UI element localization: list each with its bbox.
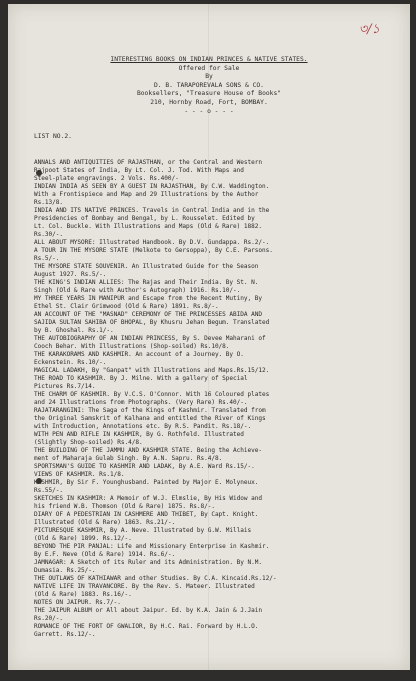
list-line: and 24 Illustrations from Photographs. (Very Rare) Rs.40/-. xyxy=(34,399,248,406)
list-line: August 1927. Rs.5/-. xyxy=(34,271,107,278)
list-line: BEYOND THE PIR PANJAL: Life and Missionary Enterprise in Kashmir. xyxy=(34,543,270,550)
catalogue-header xyxy=(8,56,410,116)
publisher-name: D. B. TARAPOREVALA SONS & CO. xyxy=(154,81,264,89)
handwritten-margin-mark: ৩/১ xyxy=(358,22,380,37)
list-line: THE KING'S INDIAN ALLIES: The Rajas and Their India. By St. N. xyxy=(34,279,259,286)
list-line: ANNALS AND ANTIQUITIES OF RAJASTHAN, or the Central and Western xyxy=(34,159,262,166)
list-line: Lt. Col. Buckle. With Illustrations and Maps (Old & Rare) 1882. xyxy=(34,223,262,230)
list-line: THE BUILDING OF THE JAMMU AND KASHMIR STATE. Being the Achieve- xyxy=(34,447,262,454)
catalogue-page xyxy=(8,4,410,670)
list-line: Dumasia. Rs.25/-. xyxy=(34,567,96,574)
offered-line: Offered for Sale xyxy=(178,64,240,72)
list-line: (Slightly Shop-soiled) Rs.4/8. xyxy=(34,439,143,446)
list-line: Rs.55/-. xyxy=(34,487,63,494)
list-line: Rs.5/-. xyxy=(34,255,60,262)
list-line: DIARY OF A PEDESTRIAN IN CASHMERE AND THIBET, By Capt. Knight. xyxy=(34,511,259,518)
header-ornament: - - - o - - - xyxy=(184,107,234,115)
list-line: Illustrated (Old & Rare) 1863. Rs.21/-. xyxy=(34,519,176,526)
list-line: Garrett. Rs.12/-. xyxy=(34,631,96,638)
list-line: INDIA AND ITS NATIVE PRINCES. Travels in Central India and in the xyxy=(34,207,270,214)
list-line: SAJIDA SULTAN SAHIBA OF BHOPAL, By Khusru Jehan Begum. Translated xyxy=(34,319,270,326)
list-line: AN ACCOUNT OF THE "MASNAD" CEREMONY OF THE PRINCESSES ABIDA AND xyxy=(34,311,262,318)
list-line: by B. Ghoshal. Rs.1/-. xyxy=(34,327,114,334)
list-line: JAMNAGAR: A Sketch of its Ruler and its Administration. By N.M. xyxy=(34,559,262,566)
list-line: his friend W.B. Thomson (Old & Rare) 1875. Rs.8/-. xyxy=(34,503,215,510)
publisher-tagline: Booksellers, "Treasure House of Books" xyxy=(136,90,282,98)
list-line: VIEWS OF KASHMIR. Rs.1/8. xyxy=(34,471,125,478)
list-line: Presidencies of Bombay and Bengal, by L. Rousselet. Edited by xyxy=(34,215,255,222)
list-line: Rs.30/-. xyxy=(34,231,63,238)
list-line: THE AUTOBIOGRAPHY OF AN INDIAN PRINCESS, By S. Devee Maharani of xyxy=(34,335,266,342)
list-number: LIST NO.2. xyxy=(34,133,72,140)
list-line: ALL ABOUT MYSORE: Illustrated Handbook. By D.V. Gundappa. Rs.2/-. xyxy=(34,239,270,246)
list-line: THE JAIPUR ALBUM or All about Jaipur. Ed. by K.A. Jain & J.Jain xyxy=(34,607,262,614)
book-list xyxy=(34,159,399,639)
list-line: Rajpoot States of India, By Lt. Col. J. Tod. With Maps and xyxy=(34,167,244,174)
list-line: WITH PEN AND RIFLE IN KASHMIR, By G. Rothfeld. Illustrated xyxy=(34,431,244,438)
list-line: INDIAN INDIA AS SEEN BY A GUEST IN RAJASTHAN, By C.W. Waddington. xyxy=(34,183,270,190)
list-line: Singh (Old & Rare with Author's Autograph) 1916. Rs.10/-. xyxy=(34,287,241,294)
list-line: Steel-plate engravings. 2 Vols. Rs.400/- xyxy=(34,175,179,182)
list-line: NATIVE LIFE IN TRAVANCORE. By the Rev. S. Mateer. Illustrated xyxy=(34,583,255,590)
list-line: Ethel St. Clair Grimwood (Old & Rare) 1891. Rs.8/-. xyxy=(34,303,219,310)
list-line: THE MYSORE STATE SOUVENIR. An Illustrated Guide for the Season xyxy=(34,263,259,270)
list-line: NOTES ON JAIPUR. Rs.7/-. xyxy=(34,599,121,606)
list-line: KASHMIR, By Sir F. Younghusband. Painted by Major E. Molyneux. xyxy=(34,479,259,486)
list-line: ROMANCE OF THE FORT OF GWALIOR, By H.C. Rai. Forward by H.L.O. xyxy=(34,623,259,630)
list-line: MAGICAL LADAKH, By "Ganpat" with Illustrations and Maps.Rs.15/12. xyxy=(34,367,270,374)
list-line: Eckenstein. Rs.10/-. xyxy=(34,359,107,366)
publisher-address: 210, Hornby Road, Fort, BOMBAY. xyxy=(150,98,268,106)
list-line: SPORTSMAN'S GUIDE TO KASHMIR AND LADAK, By A.E. Ward Rs.15/-. xyxy=(34,463,255,470)
list-line: (Old & Rare) 1899. Rs.12/-. xyxy=(34,535,132,542)
list-line: (Old & Rare) 1883. Rs.16/-. xyxy=(34,591,132,598)
list-line: THE KARAKORAMS AND KASHMIR. An account of a Journey. By O. xyxy=(34,351,244,358)
list-line: THE CHARM OF KASHMIR. By V.C.S. O'Connor. With 16 Coloured plates xyxy=(34,391,270,398)
list-line: With a Frontispiece and Map and 29 Illustrations by the Author xyxy=(34,191,259,198)
list-line: MY THREE YEARS IN MANIPUR and Escape from the Recent Mutiny, By xyxy=(34,295,262,302)
list-line: the Original Samskrit of Kalhana and entitled the River of Kings xyxy=(34,415,266,422)
list-line: Cooch Behar. With Illustrations (Shop-soiled) Rs.10/8. xyxy=(34,343,230,350)
by-line: By xyxy=(205,73,213,81)
list-line: with Introduction, Annotations etc. By R.S. Pandit. Rs.18/-. xyxy=(34,423,252,430)
list-line: SKETCHES IN KASHMIR: A Memoir of W.J. Elmslie, By His Widow and xyxy=(34,495,262,502)
list-line: By E.F. Neve (Old & Rare) 1914. Rs.6/-. xyxy=(34,551,176,558)
list-line: PICTURESQUE KASHMIR, By A. Neve. Illustrated by G.W. Millais xyxy=(34,527,252,534)
list-line: Pictures Rs.7/14. xyxy=(34,383,96,390)
list-line: RAJATARANGINI: The Saga of the Kings of Kashmir. Translated from xyxy=(34,407,266,414)
list-line: A TOUR IN THE MYSORE STATE (Melkote to Gersoppa), By C.E. Parsons. xyxy=(34,247,273,254)
list-line: ment of Maharaja Gulab Singh. By A.N. Sapru. Rs.4/8. xyxy=(34,455,223,462)
list-line: Rs.13/8. xyxy=(34,199,63,206)
catalogue-title: INTERESTING BOOKS ON INDIAN PRINCES & NATIVE STATES. xyxy=(110,56,308,63)
list-line: THE OUTLAWS OF KATHIAWAR and other Studies. By C.A. Kincaid.Rs.12/- xyxy=(34,575,277,582)
list-line: THE ROAD TO KASHMIR. By J. Milne. With a gallery of Special xyxy=(34,375,248,382)
list-line: Rs.20/-. xyxy=(34,615,63,622)
